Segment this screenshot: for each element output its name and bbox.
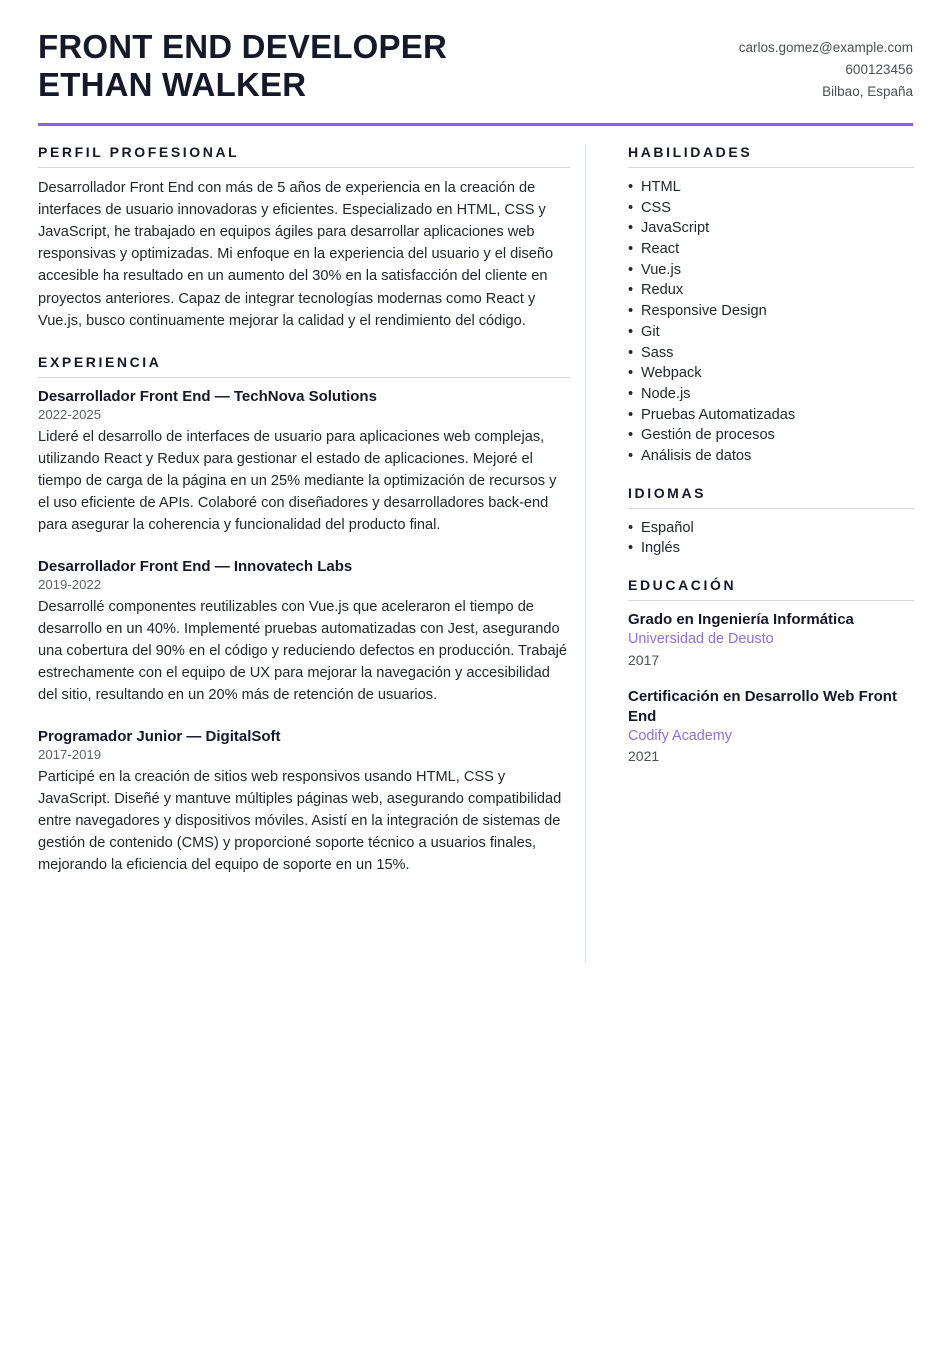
education-year: 2021 (628, 748, 660, 765)
list-item: • CSS (628, 198, 914, 219)
languages-list (628, 518, 914, 559)
profile-text: Desarrollador Front End con más de 5 años de experiencia en la creación de interfaces de usuario innovadoras y eficientes. Especializado en HTML, CSS y JavaScript, he trabajado en equipos ágiles para desarrollar aplicaciones web responsivas y optimizadas. Mi enfoque en la experiencia del usuario y el diseño accesible ha resultado en un aumento del 30% en la satisfacción del cliente en proyectos anteriores. Capaz de integrar tecnologías modernas como React y Vue.js, busco continuamente mejorar la calidad y el rendimiento del código. (38, 179, 554, 329)
experience-dates: 2017-2019 (38, 747, 102, 763)
list-item: • Análisis de datos (628, 446, 914, 467)
list-item: • Redux (628, 280, 914, 301)
main-column (38, 144, 570, 898)
resume-header (38, 28, 913, 105)
list-item: • Webpack (628, 363, 914, 384)
section-heading-experience: EXPERIENCIA (38, 354, 162, 370)
section-education (628, 577, 914, 766)
section-profile (38, 144, 570, 332)
column-divider (585, 144, 586, 963)
list-item: • Vue.js (628, 260, 914, 281)
list-item: • Gestión de procesos (628, 425, 914, 446)
page-title (38, 28, 447, 105)
section-rule (38, 167, 570, 168)
experience-title: Programador Junior — DigitalSoft (38, 727, 281, 745)
list-item: • Sass (628, 343, 914, 364)
experience-description: Participé en la creación de sitios web responsivos usando HTML, CSS y JavaScript. Diseñé y mantuve múltiples páginas web, asegurando compatibilidad entre navegadores y dispositivos móviles. Asistí en la integración de sistemas de gestión de contenido (CMS) y proporcioné soporte técnico a usuarios finales, mejorando la eficiencia del equipo de soporte en un 15%. (38, 768, 562, 874)
section-rule (628, 508, 914, 509)
job-title-heading: FRONT END DEVELOPER (38, 28, 448, 65)
education-degree: Grado en Ingeniería Informática (628, 610, 854, 628)
list-item: • Pruebas Automatizadas (628, 405, 914, 426)
section-heading-skills: HABILIDADES (628, 144, 753, 160)
section-skills (628, 144, 914, 467)
experience-description: Desarrollé componentes reutilizables con Vue.js que aceleraron el tiempo de desarrollo en un 40%. Implementé pruebas automatizadas con Jest, asegurando una cobertura del 90% en el código y reduciendo defectos en producción. Trabajé estrechamente con el equipo de UX para mejorar la navegación y accesibilidad del sitio, resultando en un 20% más de retención de usuarios. (38, 598, 567, 704)
list-item: • Git (628, 322, 914, 343)
education-year: 2017 (628, 651, 660, 668)
experience-description: Lideré el desarrollo de interfaces de usuario para aplicaciones web complejas, utilizando React y Redux para gestionar el estado de aplicaciones. Mejoré el tiempo de carga de la página en un 25% mediante la optimización de recursos y el uso eficiente de APIs. Colaboré con diseñadores y desarrolladores back-end para asegurar la coherencia y funcionalidad del producto final. (38, 428, 557, 534)
contact-location: Bilbao, España (822, 83, 913, 99)
experience-dates: 2019-2022 (38, 577, 102, 593)
header-accent-rule (38, 123, 913, 126)
sidebar-column (628, 144, 914, 788)
section-rule (628, 167, 914, 168)
header-name-block (38, 28, 447, 105)
list-item: • Español (628, 518, 914, 539)
candidate-name: ETHAN WALKER (38, 66, 307, 104)
section-heading-profile: PERFIL PROFESIONAL (38, 144, 240, 160)
education-school[interactable]: Universidad de Deusto (628, 631, 774, 648)
section-rule (628, 600, 914, 601)
experience-entry (38, 387, 570, 537)
experience-entry (38, 727, 570, 877)
list-item: • HTML (628, 177, 914, 198)
section-rule (38, 377, 570, 378)
list-item: • React (628, 239, 914, 260)
contact-email[interactable]: carlos.gomez@example.com (738, 40, 913, 55)
skills-list (628, 177, 914, 467)
list-item: • Responsive Design (628, 301, 914, 322)
list-item: • JavaScript (628, 218, 914, 239)
education-entry (628, 610, 914, 670)
section-experience (38, 354, 570, 876)
contact-phone[interactable]: 600123456 (845, 61, 913, 77)
experience-title: Desarrollador Front End — Innovatech Labs (38, 557, 353, 575)
education-degree: Certificación en Desarrollo Web Front End (628, 688, 897, 725)
experience-dates: 2022-2025 (38, 407, 102, 423)
list-item: • Node.js (628, 384, 914, 405)
experience-title: Desarrollador Front End — TechNova Solutions (38, 387, 377, 405)
education-entry (628, 687, 914, 766)
experience-entry (38, 557, 570, 707)
contact-block (739, 28, 913, 103)
section-languages (628, 485, 914, 559)
education-school[interactable]: Codify Academy (628, 727, 732, 744)
section-heading-education: EDUCACIÓN (628, 577, 737, 594)
section-heading-languages: IDIOMAS (628, 484, 707, 501)
list-item: • Inglés (628, 538, 914, 559)
